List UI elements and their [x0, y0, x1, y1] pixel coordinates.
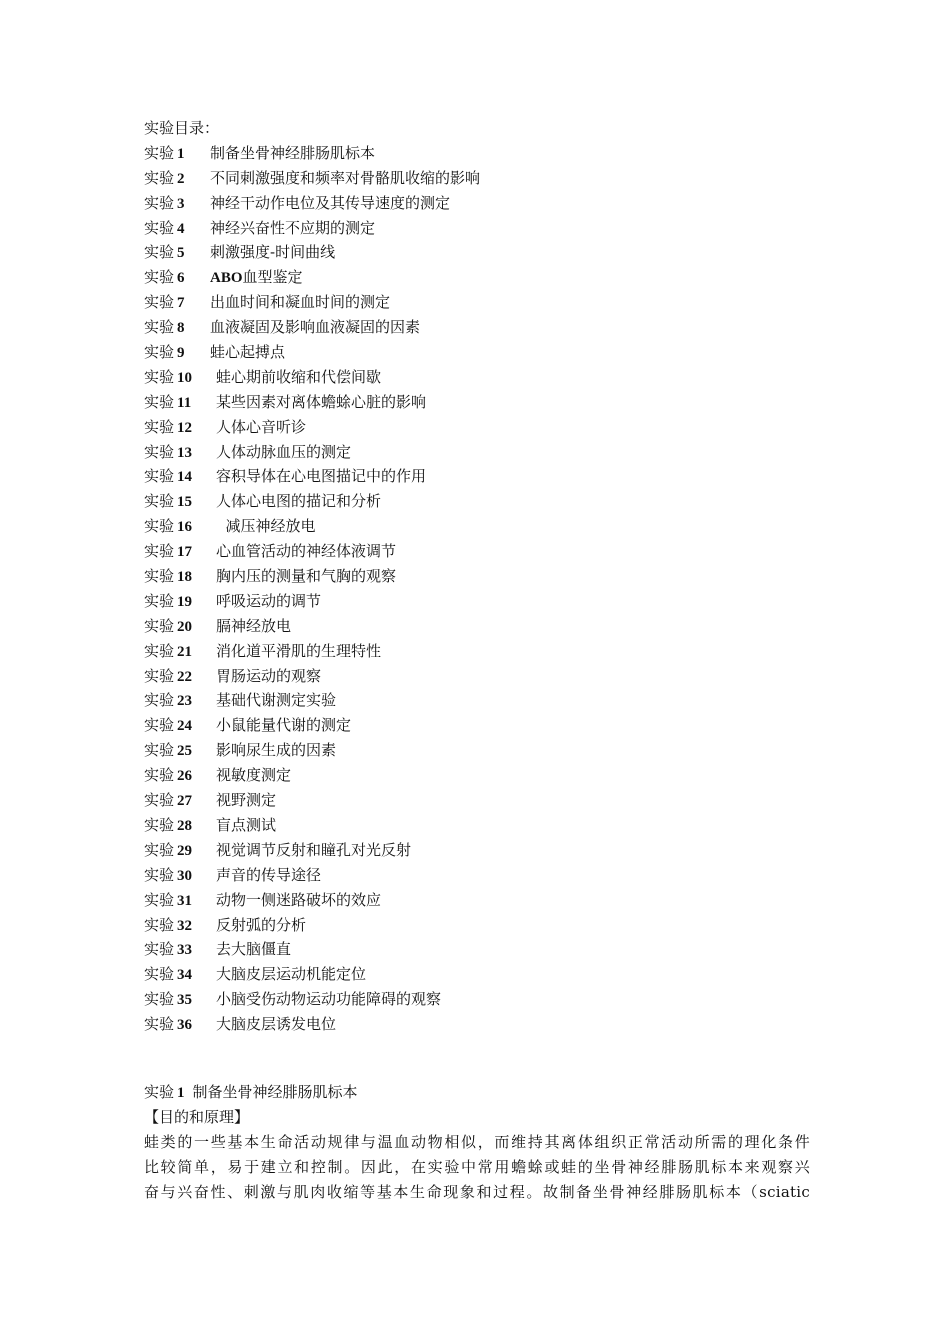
- toc-item-title-text: 人体心音听诊: [216, 417, 307, 436]
- toc-item-label: 实验: [144, 343, 175, 362]
- toc-item-num: 7: [177, 295, 185, 312]
- toc-item-title-text: 血型鉴定: [242, 268, 303, 287]
- toc-item-label: 实验: [144, 940, 175, 959]
- toc-item-number: [144, 589, 216, 614]
- section-title-text: 制备坐骨神经腓肠肌标本: [192, 1082, 358, 1101]
- toc-item-title-text: 小脑受伤动物运动功能障碍的观察: [216, 990, 442, 1009]
- toc-item-num: 33: [177, 942, 193, 959]
- toc-item-number: [144, 813, 216, 838]
- toc-item-num: 10: [177, 369, 193, 386]
- toc-item-label: 实验: [144, 517, 175, 536]
- toc-item-title-text: 心血管活动的神经体液调节: [216, 542, 397, 561]
- toc-item-title-text: 胃肠运动的观察: [216, 666, 322, 685]
- toc-item-label: 实验: [144, 865, 175, 884]
- toc-item-title: [210, 240, 335, 265]
- toc-item-number: [144, 738, 216, 763]
- section-subheading: 【目的和原理】: [144, 1107, 250, 1126]
- experiment-section: [144, 1080, 810, 1204]
- toc-item-label: 实验: [144, 591, 175, 610]
- toc-item-number: [144, 415, 216, 440]
- toc-item-title-text: 视觉调节反射和瞳孔对光反射: [216, 840, 412, 859]
- toc-item-title: [216, 614, 291, 639]
- document-content: [144, 116, 810, 1204]
- toc-item: [144, 664, 810, 689]
- toc-item-label: 实验: [144, 815, 175, 834]
- toc-item: [144, 763, 810, 788]
- toc-item-label: 实验: [144, 741, 175, 760]
- toc-item: [144, 514, 810, 539]
- toc-item-title-text: 不同刺激强度和频率对骨骼肌收缩的影响: [210, 168, 481, 187]
- toc-item: [144, 240, 810, 265]
- toc-item-title-text: 出血时间和凝血时间的测定: [210, 293, 391, 312]
- toc-item-title: [216, 489, 381, 514]
- paragraph-line: 蛙类的一些基本生命活动规律与温血动物相似，而维持其离体组织正常活动所需的理化条件: [144, 1132, 810, 1151]
- toc-item: [144, 141, 810, 166]
- toc-item-num: 30: [177, 867, 193, 884]
- toc-item-label: 实验: [144, 542, 175, 561]
- toc-item: [144, 838, 810, 863]
- toc-item-num: 28: [177, 817, 193, 834]
- toc-item-num: 29: [177, 842, 193, 859]
- toc-item-num: 15: [177, 494, 193, 511]
- toc-item: [144, 937, 810, 962]
- toc-item: [144, 390, 810, 415]
- toc-item-num: 26: [177, 768, 193, 785]
- toc-item-title: [210, 191, 450, 216]
- toc-item-number: [144, 564, 216, 589]
- section-paragraph: [144, 1130, 810, 1205]
- toc-item-title-text: 消化道平滑肌的生理特性: [216, 641, 382, 660]
- toc-item-num: 6: [177, 270, 185, 287]
- toc-item-title-text: 制备坐骨神经腓肠肌标本: [210, 143, 376, 162]
- toc-item-number: [144, 315, 210, 340]
- toc-item-num: 17: [177, 544, 193, 561]
- toc-item-label: 实验: [144, 641, 175, 660]
- toc-item-title-text: 大脑皮层诱发电位: [216, 1015, 337, 1034]
- toc-item-num: 5: [177, 245, 185, 262]
- toc-item-number: [144, 290, 210, 315]
- toc-item-number: [144, 340, 210, 365]
- toc-item: [144, 738, 810, 763]
- toc-item-title: [216, 937, 291, 962]
- toc-item-title: [210, 290, 390, 315]
- toc-item-title: [216, 788, 276, 813]
- toc-item-num: 12: [177, 419, 193, 436]
- toc-item-num: 22: [177, 668, 193, 685]
- toc-item-label: 实验: [144, 915, 175, 934]
- toc-item-num: 32: [177, 917, 193, 934]
- toc-item-label: 实验: [144, 716, 175, 735]
- toc-item-title: [210, 340, 285, 365]
- toc-item-label: 实验: [144, 318, 175, 337]
- toc-item: [144, 166, 810, 191]
- toc-item: [144, 614, 810, 639]
- toc-item-label: 实验: [144, 168, 175, 187]
- toc-item: [144, 888, 810, 913]
- toc-item-label: 实验: [144, 965, 175, 984]
- toc-item-title-text: 减压神经放电: [216, 517, 316, 536]
- toc-item-num: 11: [177, 394, 192, 411]
- toc-item-num: 9: [177, 345, 185, 362]
- toc-item-number: [144, 489, 216, 514]
- toc-item-label: 实验: [144, 392, 175, 411]
- toc-item-num: 18: [177, 569, 193, 586]
- toc-item-label: 实验: [144, 666, 175, 685]
- toc-item-label: 实验: [144, 243, 175, 262]
- toc-item-num: 34: [177, 967, 193, 984]
- toc-item: [144, 788, 810, 813]
- toc-item-num: 2: [177, 170, 185, 187]
- paragraph-line: 奋与兴奋性、刺激与肌肉收缩等基本生命现象和过程。故制备坐骨神经腓肠肌标本（sciatic: [144, 1182, 810, 1201]
- toc-item-title-text: 小鼠能量代谢的测定: [216, 716, 352, 735]
- toc-item: [144, 265, 810, 290]
- toc-item-num: 21: [177, 643, 193, 660]
- section-title-label: 实验: [144, 1082, 175, 1101]
- toc-item-title-text: 胸内压的测量和气胸的观察: [216, 567, 397, 586]
- toc-item: [144, 1012, 810, 1037]
- toc-item-title-text: 动物一侧迷路破坏的效应: [216, 890, 382, 909]
- toc-item-title-text: 膈神经放电: [216, 616, 292, 635]
- toc-item: [144, 713, 810, 738]
- toc-item-title-text: 神经兴奋性不应期的测定: [210, 218, 376, 237]
- toc-item-title-text: 影响尿生成的因素: [216, 741, 337, 760]
- toc-item-title: [216, 415, 306, 440]
- toc-heading: 实验目录：: [144, 119, 220, 137]
- toc-item-num: 20: [177, 618, 193, 635]
- toc-item-number: [144, 240, 210, 265]
- toc-item: [144, 987, 810, 1012]
- toc-item-number: [144, 1012, 216, 1037]
- toc-item-label: 实验: [144, 367, 175, 386]
- toc-item-number: [144, 166, 210, 191]
- toc-item-label: 实验: [144, 218, 175, 237]
- toc-item-title: [216, 564, 396, 589]
- toc-item-number: [144, 838, 216, 863]
- toc-item-label: 实验: [144, 791, 175, 810]
- toc-item-title-text: 某些因素对离体蟾蜍心脏的影响: [216, 392, 427, 411]
- toc-item-number: [144, 688, 216, 713]
- toc-item-label: 实验: [144, 442, 175, 461]
- toc-item-title: [216, 390, 426, 415]
- toc-item-title: [216, 987, 441, 1012]
- toc-item-title: [216, 888, 381, 913]
- toc-item-number: [144, 664, 216, 689]
- toc-item-title: [216, 365, 381, 390]
- toc-item-title-text: 去大脑僵直: [216, 940, 292, 959]
- toc-item: [144, 315, 810, 340]
- toc-item-title-text: 神经干动作电位及其传导速度的测定: [210, 193, 451, 212]
- toc-item-label: 实验: [144, 567, 175, 586]
- toc-item-num: 1: [177, 145, 185, 162]
- toc-item-label: 实验: [144, 1015, 175, 1034]
- toc-item-title: [216, 863, 321, 888]
- toc-item-label: 实验: [144, 616, 175, 635]
- toc-item-title-text: 呼吸运动的调节: [216, 591, 322, 610]
- toc-item-number: [144, 464, 216, 489]
- paragraph-line: 比较简单，易于建立和控制。因此，在实验中常用蟾蜍或蛙的坐骨神经腓肠肌标本来观察兴: [144, 1157, 810, 1176]
- toc-item-number: [144, 539, 216, 564]
- toc-item-num: 36: [177, 1017, 193, 1034]
- toc-list: [144, 141, 810, 1037]
- toc-item-title: [216, 763, 291, 788]
- toc-item-title-text: 蛙心起搏点: [210, 343, 286, 362]
- toc-item-title: [216, 738, 336, 763]
- toc-item: [144, 340, 810, 365]
- toc-item-number: [144, 913, 216, 938]
- toc-item-title-text: 盲点测试: [216, 815, 277, 834]
- toc-item-title: [216, 713, 351, 738]
- toc-item-num: 19: [177, 593, 193, 610]
- toc-item-number: [144, 614, 216, 639]
- toc-item-label: 实验: [144, 417, 175, 436]
- toc-item-title-latin: ABO: [210, 270, 243, 287]
- toc-item-num: 24: [177, 718, 193, 735]
- toc-item-title-text: 人体动脉血压的测定: [216, 442, 352, 461]
- toc-item-title-text: 刺激强度-时间曲线: [210, 243, 336, 262]
- toc-item-title: [210, 216, 375, 241]
- toc-item-title: [210, 141, 375, 166]
- toc-item-num: 4: [177, 220, 185, 237]
- toc-item-number: [144, 863, 216, 888]
- toc-item-title-text: 声音的传导途径: [216, 865, 322, 884]
- toc-item: [144, 564, 810, 589]
- toc-item-title: [216, 962, 366, 987]
- toc-item-title-text: 人体心电图的描记和分析: [216, 492, 382, 511]
- toc-item-num: 25: [177, 743, 193, 760]
- toc-item-number: [144, 365, 216, 390]
- toc-item-num: 3: [177, 195, 185, 212]
- toc-item-label: 实验: [144, 990, 175, 1009]
- toc-item-number: [144, 788, 216, 813]
- toc-item-title-text: 反射弧的分析: [216, 915, 307, 934]
- toc-item-title: [216, 464, 426, 489]
- toc-item-title: [210, 315, 420, 340]
- toc-item-title-text: 视野测定: [216, 791, 277, 810]
- toc-item-title-text: 血液凝固及影响血液凝固的因素: [210, 318, 421, 337]
- toc-item-number: [144, 962, 216, 987]
- toc-item: [144, 365, 810, 390]
- toc-item-number: [144, 713, 216, 738]
- toc-item-title-text: 视敏度测定: [216, 766, 292, 785]
- toc-item-label: 实验: [144, 766, 175, 785]
- toc-item-number: [144, 514, 216, 539]
- toc-item-number: [144, 141, 210, 166]
- toc-item-title: [216, 514, 316, 539]
- toc-item-title: [216, 688, 336, 713]
- toc-item-label: 实验: [144, 890, 175, 909]
- toc-item-title-text: 容积导体在心电图描记中的作用: [216, 467, 427, 486]
- toc-item-title-text: 基础代谢测定实验: [216, 691, 337, 710]
- toc-item-title: [216, 639, 381, 664]
- toc-item-title: [210, 166, 480, 191]
- toc-item: [144, 962, 810, 987]
- toc-item: [144, 216, 810, 241]
- section-title-number: 1: [177, 1084, 185, 1101]
- toc-item-num: 13: [177, 444, 193, 461]
- toc-item-number: [144, 987, 216, 1012]
- toc-item-title-text: 大脑皮层运动机能定位: [216, 965, 367, 984]
- toc-item: [144, 415, 810, 440]
- toc-item: [144, 863, 810, 888]
- toc-item-number: [144, 216, 210, 241]
- toc-item-title: [216, 664, 321, 689]
- toc-item-label: 实验: [144, 492, 175, 511]
- toc-item-number: [144, 639, 216, 664]
- toc-item-num: 14: [177, 469, 193, 486]
- toc-item-label: 实验: [144, 467, 175, 486]
- toc-item-title: [216, 589, 321, 614]
- toc-item-num: 27: [177, 793, 193, 810]
- toc-item-label: 实验: [144, 293, 175, 312]
- toc-item: [144, 813, 810, 838]
- toc-item: [144, 191, 810, 216]
- toc-item-num: 35: [177, 992, 193, 1009]
- toc-item-title: [216, 440, 351, 465]
- toc-item-num: 8: [177, 320, 185, 337]
- toc-item: [144, 290, 810, 315]
- section-title: [144, 1080, 810, 1105]
- toc-item-label: 实验: [144, 193, 175, 212]
- toc-item-title: [216, 539, 396, 564]
- toc-item-title: [216, 813, 276, 838]
- toc-item-number: [144, 888, 216, 913]
- toc-item-title: [216, 1012, 336, 1037]
- toc-item: [144, 464, 810, 489]
- toc-item-label: 实验: [144, 840, 175, 859]
- toc-item-num: 23: [177, 693, 193, 710]
- toc-item-number: [144, 763, 216, 788]
- toc-item-title: [210, 265, 303, 290]
- toc-item-number: [144, 191, 210, 216]
- toc-item-number: [144, 937, 216, 962]
- toc-item-num: 31: [177, 892, 193, 909]
- toc-item-label: 实验: [144, 268, 175, 287]
- toc-item: [144, 440, 810, 465]
- toc-item: [144, 913, 810, 938]
- toc-item-title: [216, 913, 306, 938]
- toc-item-label: 实验: [144, 143, 175, 162]
- toc-item-number: [144, 440, 216, 465]
- toc-item-title-text: 蛙心期前收缩和代偿间歇: [216, 367, 382, 386]
- toc-item-num: 16: [177, 519, 193, 536]
- toc-item: [144, 688, 810, 713]
- toc-item-number: [144, 390, 216, 415]
- toc-item-number: [144, 265, 210, 290]
- toc-item-title: [216, 838, 411, 863]
- toc-item: [144, 489, 810, 514]
- toc-item: [144, 589, 810, 614]
- toc-item-label: 实验: [144, 691, 175, 710]
- toc-item: [144, 639, 810, 664]
- toc-item: [144, 539, 810, 564]
